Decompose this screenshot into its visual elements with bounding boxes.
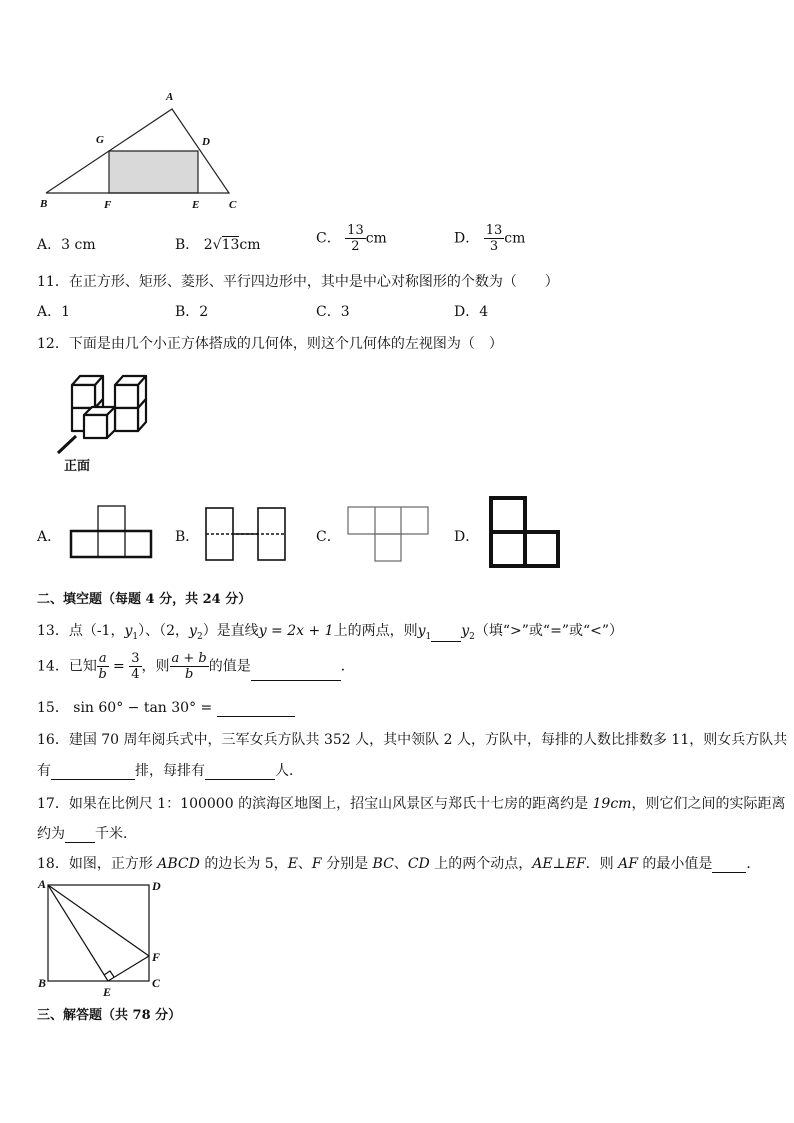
q11-option-b[interactable]: B．2	[175, 304, 209, 320]
q12-option-a[interactable]: A．	[37, 529, 62, 545]
label-G: G	[96, 134, 104, 146]
q18-text: 18．如图，正方形 ABCD 的边长为 5，E、F 分别是 BC、CD 上的两个动点，AE⊥EF．则 AF 的最小值是 ．	[37, 856, 761, 872]
q10-option-d[interactable]: D． $\frac{13}{3}$ cm	[454, 223, 526, 254]
q14-text: 14．已知 $\frac{a}{b}$ = $\frac{3}{4}$ ，则 $\frac{a + b}{b}$ 的值是 ．	[37, 651, 355, 682]
label-C: C	[229, 199, 237, 211]
q11-option-d[interactable]: D．4	[454, 304, 489, 320]
q11-option-a[interactable]: A．1	[37, 304, 71, 320]
q10-option-a[interactable]: A．3 cm	[37, 237, 96, 253]
q11-option-c[interactable]: C．3	[316, 304, 350, 320]
q12-stem: 12．下面是由几个小正方体搭成的几何体，则这个几何体的左视图为（ ）	[37, 336, 503, 352]
q16-line2: 有 排，每排有 人．	[37, 763, 303, 779]
label-E: E	[192, 199, 200, 211]
q17-line2: 约为 千米．	[37, 826, 137, 842]
label-B: B	[40, 198, 48, 210]
q13-text: 13．点（-1，$y_1$）、（2，$y_2$）是直线y = 2x + 1上的两点，则$y_1$ $y_2$（填“>”或“=”或“<”）	[37, 623, 624, 642]
q10-option-c[interactable]: C． $\frac{13}{2}$ cm	[316, 223, 387, 254]
fraction-3-4: $\frac{3}{4}$	[131, 651, 140, 682]
fraction-a-b: $\frac{a}{b}$	[98, 651, 107, 682]
q16-line1: 16．建国 70 周年阅兵式中，三军女兵方队共 352 人，其中领队 2 人，方队中，每排的人数比排数多 11，则女兵方队共	[37, 732, 788, 748]
fig18-label-B: B	[38, 976, 47, 990]
label-D: D	[202, 136, 210, 148]
q11-stem: 11．在正方形、矩形、菱形、平行四边形中，其中是中心对称图形的个数为（ ）	[37, 274, 559, 290]
label-A: A	[166, 91, 174, 103]
fraction-13-2: $\frac{13}{2}$	[347, 223, 364, 254]
fraction-apb-b: $\frac{a + b}{b}$	[171, 651, 207, 682]
section-2-title: 二、填空题（每题 4 分，共 24 分）	[37, 592, 252, 607]
fig18-label-F: F	[152, 950, 161, 964]
section-3-title: 三、解答题（共 78 分）	[37, 1008, 182, 1023]
fig18-label-C: C	[152, 976, 161, 990]
sqrt-symbol: √	[212, 237, 222, 253]
front-view-label: 正面	[64, 459, 91, 474]
fig18-label-D: D	[152, 879, 161, 893]
fig18-label-A: A	[38, 877, 47, 891]
q12-option-b[interactable]: B．	[175, 529, 200, 545]
fig18-label-E: E	[103, 985, 112, 999]
q12-option-d[interactable]: D．	[454, 529, 480, 545]
fraction-13-3: $\frac{13}{3}$	[485, 223, 503, 254]
q10-option-b[interactable]: B． 2√13cm	[175, 237, 261, 253]
q15-text: 15． sin 60° − tan 30° =	[37, 697, 295, 717]
q17-line1: 17．如果在比例尺 1：100000 的滨海区地图上，招宝山风景区与郑氏十七房的距离约是 19cm，则它们之间的实际距离	[37, 796, 786, 812]
q12-option-c[interactable]: C．	[316, 529, 341, 545]
label-F: F	[104, 199, 112, 211]
